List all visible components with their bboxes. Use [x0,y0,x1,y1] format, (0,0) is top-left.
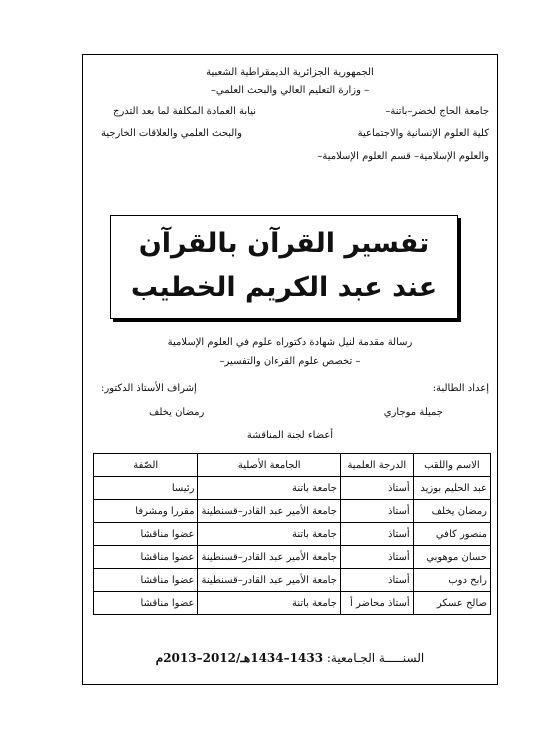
member-name: صالح عسكر [413,592,490,615]
title-line-2: عند عبد الكريم الخطيب [130,272,438,303]
member-role: عضوا مناقشا [94,592,198,615]
header-deanery-2: والبحث العلمي والعلاقات الخارجية [101,128,242,139]
member-degree: أستاذ [340,523,413,546]
header-ministry: – وزارة التعليم العالي والبحث العلمي– [210,85,370,96]
member-role: مقررا ومشرفا [94,500,198,523]
member-name: عبد الحليم بوزيد [413,477,490,500]
member-degree: أستاذ [340,569,413,592]
page-frame [82,54,498,685]
member-name: رمضان يخلف [413,500,490,523]
member-degree: أستاذ [340,477,413,500]
table-row [94,546,491,569]
thesis-specialty: – تخصص علوم القرءان والتفسير– [219,356,361,367]
header-republic: الجمهورية الجزائرية الديمقراطية الشعبية [206,67,374,78]
thesis-description: رسالة مقدمة لنيل شهادة دكتوراه علوم في العلوم الإسلامية [167,337,413,348]
table-row [94,500,491,523]
member-role: عضوا مناقشا [94,569,198,592]
member-role: عضوا مناقشا [94,523,198,546]
header-university: جامعة الحاج لخضر–باتنة– [385,106,489,117]
supervisor-name: رمضان يخلف [149,407,205,418]
header-university: الجامعة الأصلية [198,454,340,477]
academic-year [83,651,497,665]
member-university: جامعة الأمير عبد القادر–قسنطينة [198,500,340,523]
committee-header-row [94,454,491,477]
supervisor-label: إشراف الأستاذ الدكتور: [101,383,197,394]
title-line-1: تفسير القرآن بالقرآن [138,228,430,259]
academic-year-label: السنـــــة الجـامعية: [326,651,425,665]
member-role: عضوا مناقشا [94,546,198,569]
table-row [94,569,491,592]
academic-year-value: 1433–1434هـ/2012–2013م [155,651,324,665]
member-university: جامعة باتنة [198,592,340,615]
student-name: جميلة موجاري [383,407,443,418]
member-degree: أستاذ [340,500,413,523]
member-name: حسان موهوبي [413,546,490,569]
committee-table [93,453,491,615]
member-university: جامعة الأمير عبد القادر–قسنطينة [198,569,340,592]
member-university: جامعة باتنة [198,477,340,500]
header-department: والعلوم الإسلامية– قسم العلوم الإسلامية– [317,151,489,162]
table-row [94,523,491,546]
header-role: الصّفة [94,454,198,477]
member-degree: أستاذ محاضر أ [340,592,413,615]
table-row [94,477,491,500]
member-role: رئيسا [94,477,198,500]
header-faculty: كلية العلوم الإنسانية والاجتماعية [357,128,489,139]
header-name: الاسم واللقب [413,454,490,477]
member-university: جامعة الأمير عبد القادر–قسنطينة [198,546,340,569]
student-label: إعداد الطالبة: [432,383,489,394]
header-degree: الدرجة العلمية [340,454,413,477]
member-university: جامعة باتنة [198,523,340,546]
table-row [94,592,491,615]
member-degree: أستاذ [340,546,413,569]
committee-heading: أعضاء لجنة المناقشة [246,430,334,441]
member-name: منصور كافي [413,523,490,546]
title-box [110,215,458,319]
member-name: رابح دوب [413,569,490,592]
header-deanery-1: نيابة العمادة المكلفة لما بعد التدرج [113,106,257,117]
